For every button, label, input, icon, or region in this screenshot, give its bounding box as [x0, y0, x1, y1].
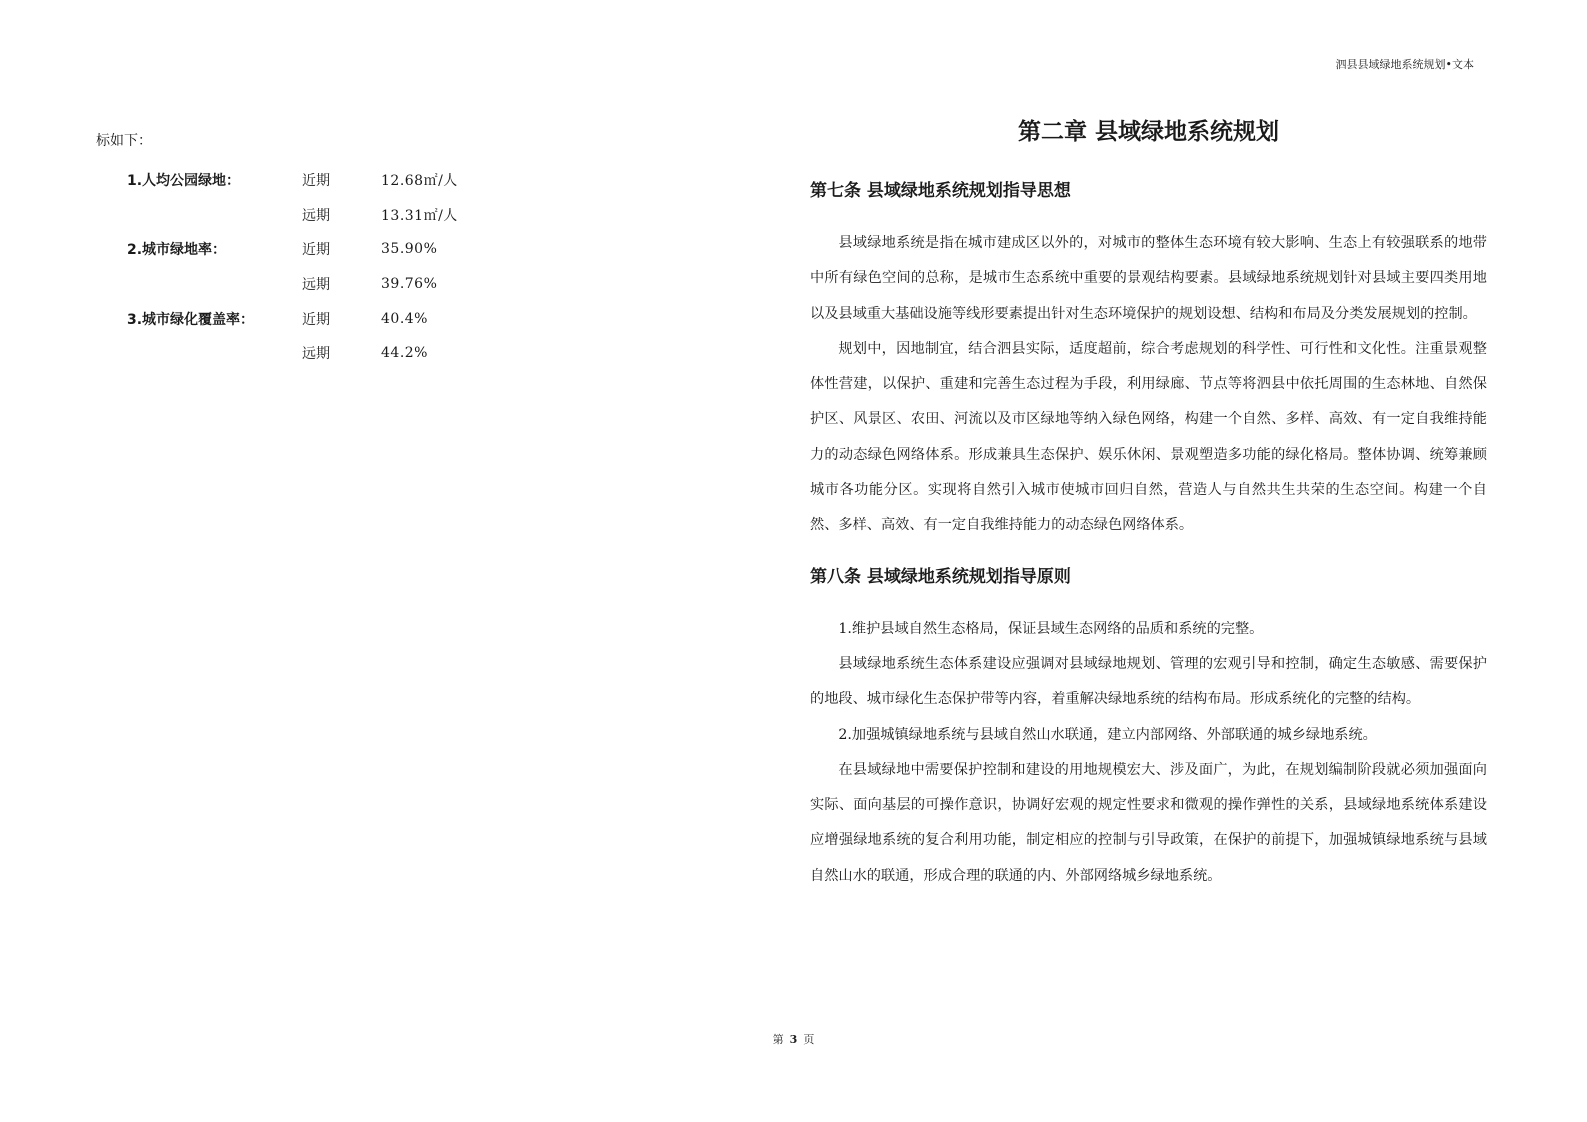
- indicator-table: [127, 163, 458, 371]
- page-number: 3: [789, 1033, 798, 1046]
- indicator-name: 2.城市绿地率：: [127, 242, 227, 259]
- paragraph: 在县域绿地中需要保护控制和建设的用地规模宏大、涉及面广，为此，在规划编制阶段就必须加强面向实际、面向基层的可操作意识，协调好宏观的规定性要求和微观的操作弹性的关系，县域绿地系统体系建设应增强绿地系统的复合利用功能，制定相应的控制与引导政策，在保护的前提下，加强城镇绿地系统与县域自然山水的联通，形成合理的联通的内、外部网络城乡绿地系统。: [810, 761, 1487, 884]
- paragraph: 1.维护县域自然生态格局，保证县域生态网络的品质和系统的完整。: [838, 620, 1264, 637]
- indicator-value: 12.68㎡/人: [381, 173, 458, 190]
- table-row: [127, 198, 458, 233]
- indicator-period: 远期: [302, 346, 330, 363]
- footer-prefix: 第: [772, 1033, 784, 1046]
- chapter-title: 第二章 县域绿地系统规划: [1017, 119, 1279, 145]
- indicator-value: 44.2%: [381, 345, 428, 362]
- paragraph: 县域绿地系统生态体系建设应强调对县域绿地规划、管理的宏观引导和控制，确定生态敏感、需要保护的地段、城市绿化生态保护带等内容，着重解决绿地系统的结构布局。形成系统化的完整的结构。: [810, 655, 1487, 708]
- indicator-name: 3.城市绿化覆盖率：: [127, 311, 255, 328]
- table-row: [127, 336, 458, 371]
- indicator-value: 39.76%: [381, 276, 438, 293]
- paragraph: 县域绿地系统是指在城市建成区以外的，对城市的整体生态环境有较大影响、生态上有较强联系的地带中所有绿色空间的总称，是城市生态系统中重要的景观结构要素。县域绿地系统规划针对县域主要四类用地以及县域重大基础设施等线形要素提出针对生态环境保护的规划设想、结构和布局及分类发展规划的控制。: [810, 235, 1487, 322]
- indicator-period: 远期: [302, 207, 330, 224]
- running-header: 泗县县域绿地系统规划•文本: [1335, 58, 1474, 71]
- indicator-period: 远期: [302, 277, 330, 294]
- page-footer: [0, 1031, 1587, 1047]
- indicator-name: [127, 336, 302, 371]
- indicator-value: 40.4%: [381, 310, 428, 327]
- indicator-value: 35.90%: [381, 241, 438, 258]
- right-page: [810, 114, 1487, 894]
- article-8-title: 第八条 县域绿地系统规划指导原则: [810, 566, 1071, 587]
- intro-text: 标如下：: [96, 133, 152, 149]
- indicator-name: [127, 198, 302, 233]
- indicator-period: 近期: [302, 242, 330, 259]
- indicator-name: 1.人均公园绿地：: [127, 173, 241, 190]
- indicator-value: 13.31㎡/人: [381, 207, 458, 224]
- indicator-period: 近期: [302, 311, 330, 328]
- table-row: [127, 301, 458, 336]
- left-page: [96, 131, 696, 371]
- indicator-name: [127, 267, 302, 302]
- table-row: [127, 163, 458, 198]
- footer-suffix: 页: [803, 1033, 815, 1046]
- table-row: [127, 232, 458, 267]
- table-row: [127, 267, 458, 302]
- paragraph: 规划中，因地制宜，结合泗县实际，适度超前，综合考虑规划的科学性、可行性和文化性。注重景观整体性营建，以保护、重建和完善生态过程为手段，利用绿廊、节点等将泗县中依托周围的生态林地、自然保护区、风景区、农田、河流以及市区绿地等纳入绿色网络，构建一个自然、多样、高效、有一定自我维持能力的动态绿色网络体系。形成兼具生态保护、娱乐休闲、景观塑造多功能的绿化格局。整体协调、统筹兼顾城市各功能分区。实现将自然引入城市使城市回归自然，营造人与自然共生共荣的生态空间。构建一个自然、多样、高效、有一定自我维持能力的动态绿色网络体系。: [810, 340, 1487, 534]
- indicator-period: 近期: [302, 173, 330, 190]
- paragraph: 2.加强城镇绿地系统与县域自然山水联通，建立内部网络、外部联通的城乡绿地系统。: [838, 726, 1377, 743]
- article-7-title: 第七条 县域绿地系统规划指导思想: [810, 181, 1071, 201]
